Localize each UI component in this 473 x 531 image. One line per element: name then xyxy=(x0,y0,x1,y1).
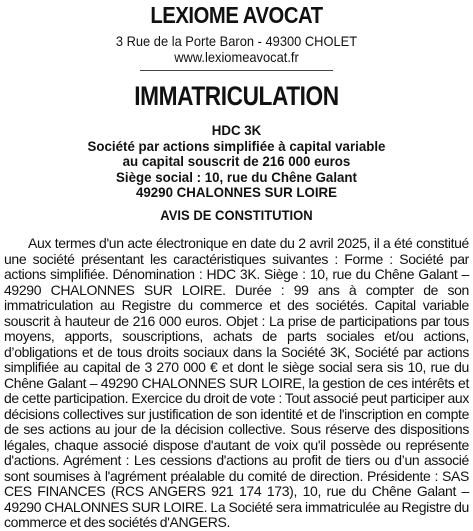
section-title: IMMATRICULATION xyxy=(134,81,339,111)
header-divider xyxy=(140,70,333,71)
firm-address: 3 Rue de la Porte Baron - 49300 CHOLET xyxy=(115,33,358,49)
company-city: 49290 CHALONNES SUR LOIRE xyxy=(135,184,338,201)
company-name: HDC 3K xyxy=(211,122,262,138)
company-block xyxy=(0,123,473,201)
company-capital: au capital souscrit de 216 000 euros xyxy=(122,153,351,170)
notice-heading: AVIS DE CONSTITUTION xyxy=(160,207,313,223)
notice-body: Aux termes d'un acte électronique en date du 2 avril 2025, il a été constitué une société présentant les caractéristiques suivantes : Forme : Société par actions simplifiée. Dénomination : HDC 3K. Siège : 10, rue du Chêne Galant – 49290 CHALONNES SUR LOIRE. Durée : 99 ans à compter de son immatriculation au Registre du commerce et des sociétés. Capital variable souscrit à hauteur de 216 000 euros. Objet : La prise de participations par tous moyens, apports, souscriptions, achats de parts sociales et/ou actions, d’obligations et de tous droits sociaux dans la Société 3K, Société par actions simplifiée au capital de 3 270 000 € et dont le siège social sera sis 10, rue du Chêne Galant – 49290 CHALONNES SUR LOIRE, la gestion de ces intérêts et de cette participation. Exercice du droit de vote : Tout associé peut participer aux décisions collectives sur justification de son identité et de l'inscription en compte de ses actions au jour de la décision collective. Sous réserve des dispositions légales, chaque associé dispose d'autant de voix qu'il possède ou représente d'actions. Agrément : Les cessions d'actions au profit de tiers ou d’un associé sont soumises à l'agrément préalable du comité de direction. Présidente : SAS CES FINANCES (RCS ANGERS 921 174 173), 10, rue du Chêne Galant – 49290 CHALONNES SUR LOIRE. La Société sera immatriculée au Registre du commerce et des sociétés d'ANGERS. xyxy=(4,235,469,530)
firm-name: LEXIOME AVOCAT xyxy=(150,2,323,28)
firm-website: www.lexiomeavocat.fr xyxy=(174,49,299,65)
company-siege: Siège social : 10, rue du Chêne Galant xyxy=(116,168,357,185)
company-form: Société par actions simplifiée à capital variable xyxy=(87,137,386,154)
